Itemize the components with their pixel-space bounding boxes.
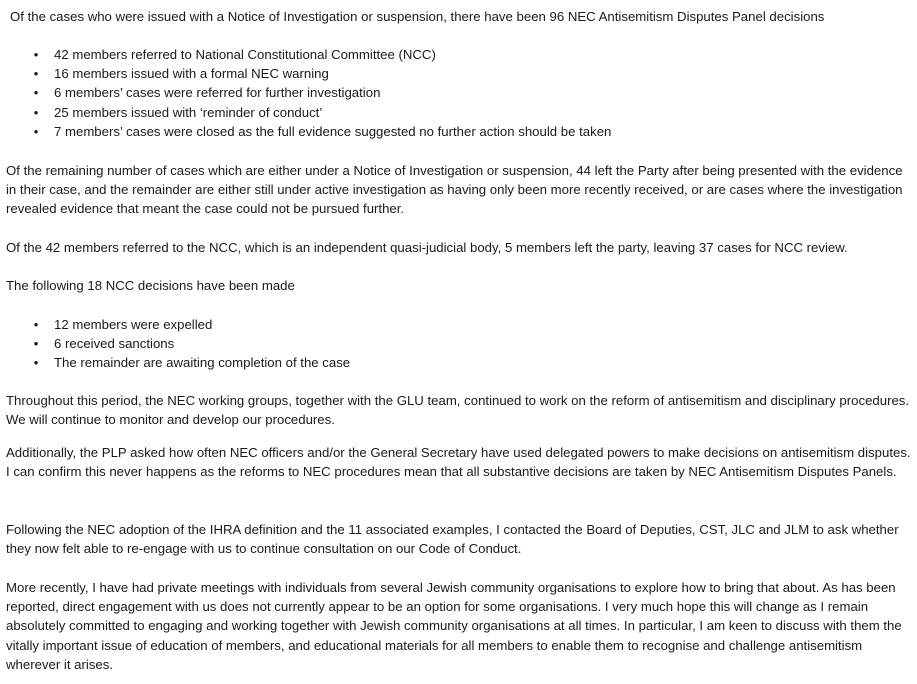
bullet-icon: • [33,66,39,82]
bullet-icon: • [33,355,39,371]
list-item: • 7 members’ cases were closed as the full evidence suggested no further action should be taken [0,122,900,141]
list-item: • 16 members issued with a formal NEC warning [0,64,900,83]
bullet-icon: • [33,123,39,139]
list-item: • 6 received sanctions [0,334,900,353]
list-item: • 25 members issued with ‘reminder of conduct’ [0,103,900,122]
bullet-icon: • [33,47,39,62]
list-item: • 6 members’ cases were referred for further investigation [0,83,900,102]
ncc-referral-paragraph: Of the 42 members referred to the NCC, which is an independent quasi-judicial body, 5 members left the party, leaving 37 cases for NCC review. [6,240,848,255]
list-item: • 42 members referred to National Constitutional Committee (NCC) [0,45,900,64]
remaining-cases-paragraph: Of the remaining number of cases which are either under a Notice of Investigation or suspension, 44 left the Party after being presented with the evidence in their case, and the remainder are either still under active investigation as having only been more recently received, or are cases where the investigation revealed evidence that meant the case could not be pursued further. [6,163,903,217]
reform-paragraph: Throughout this period, the NEC working groups, together with the GLU team, continued to work on the reform of antisemitism and disciplinary procedures. We will continue to monitor and develop our procedures. [6,393,910,428]
ncc-decisions-list [0,315,900,373]
ncc-decisions-intro: The following 18 NCC decisions have been made [6,278,295,293]
recent-meetings-paragraph: More recently, I have had private meetings with individuals from several Jewish community organisations to explore how to bring that about. As has been reported, direct engagement with us does not currently appear to be an option for some organisations. I very much hope this will change as I remain absolutely committed to engaging and working together with Jewish community organisations at all times. In particular, I am keen to discuss with them the vitally important issue of education of members, and educational materials for all members to enable them to recognise and challenge antisemitism wherever it arises. [6,580,902,672]
bullet-icon: • [33,85,39,101]
bullet-icon: • [33,104,39,120]
intro-paragraph: Of the cases who were issued with a Notice of Investigation or suspension, there have been 96 NEC Antisemitism Disputes Panel decisions [10,9,825,24]
decisions-list [0,45,900,141]
bullet-icon: • [33,336,39,352]
ihra-paragraph: Following the NEC adoption of the IHRA definition and the 11 associated examples, I contacted the Board of Deputies, CST, JLC and JLM to ask whether they now felt able to re-engage with us to continue consultation on our Code of Conduct. [6,522,899,557]
list-item: • 12 members were expelled [0,315,900,334]
bullet-icon: • [33,317,39,332]
plp-paragraph: Additionally, the PLP asked how often NEC officers and/or the General Secretary have used delegated powers to make decisions on antisemitism disputes. I can confirm this never happens as the reforms to NEC procedures mean that all substantive decisions are taken by NEC Antisemitism Disputes Panels. [6,445,911,480]
list-item: • The remainder are awaiting completion of the case [0,353,900,372]
